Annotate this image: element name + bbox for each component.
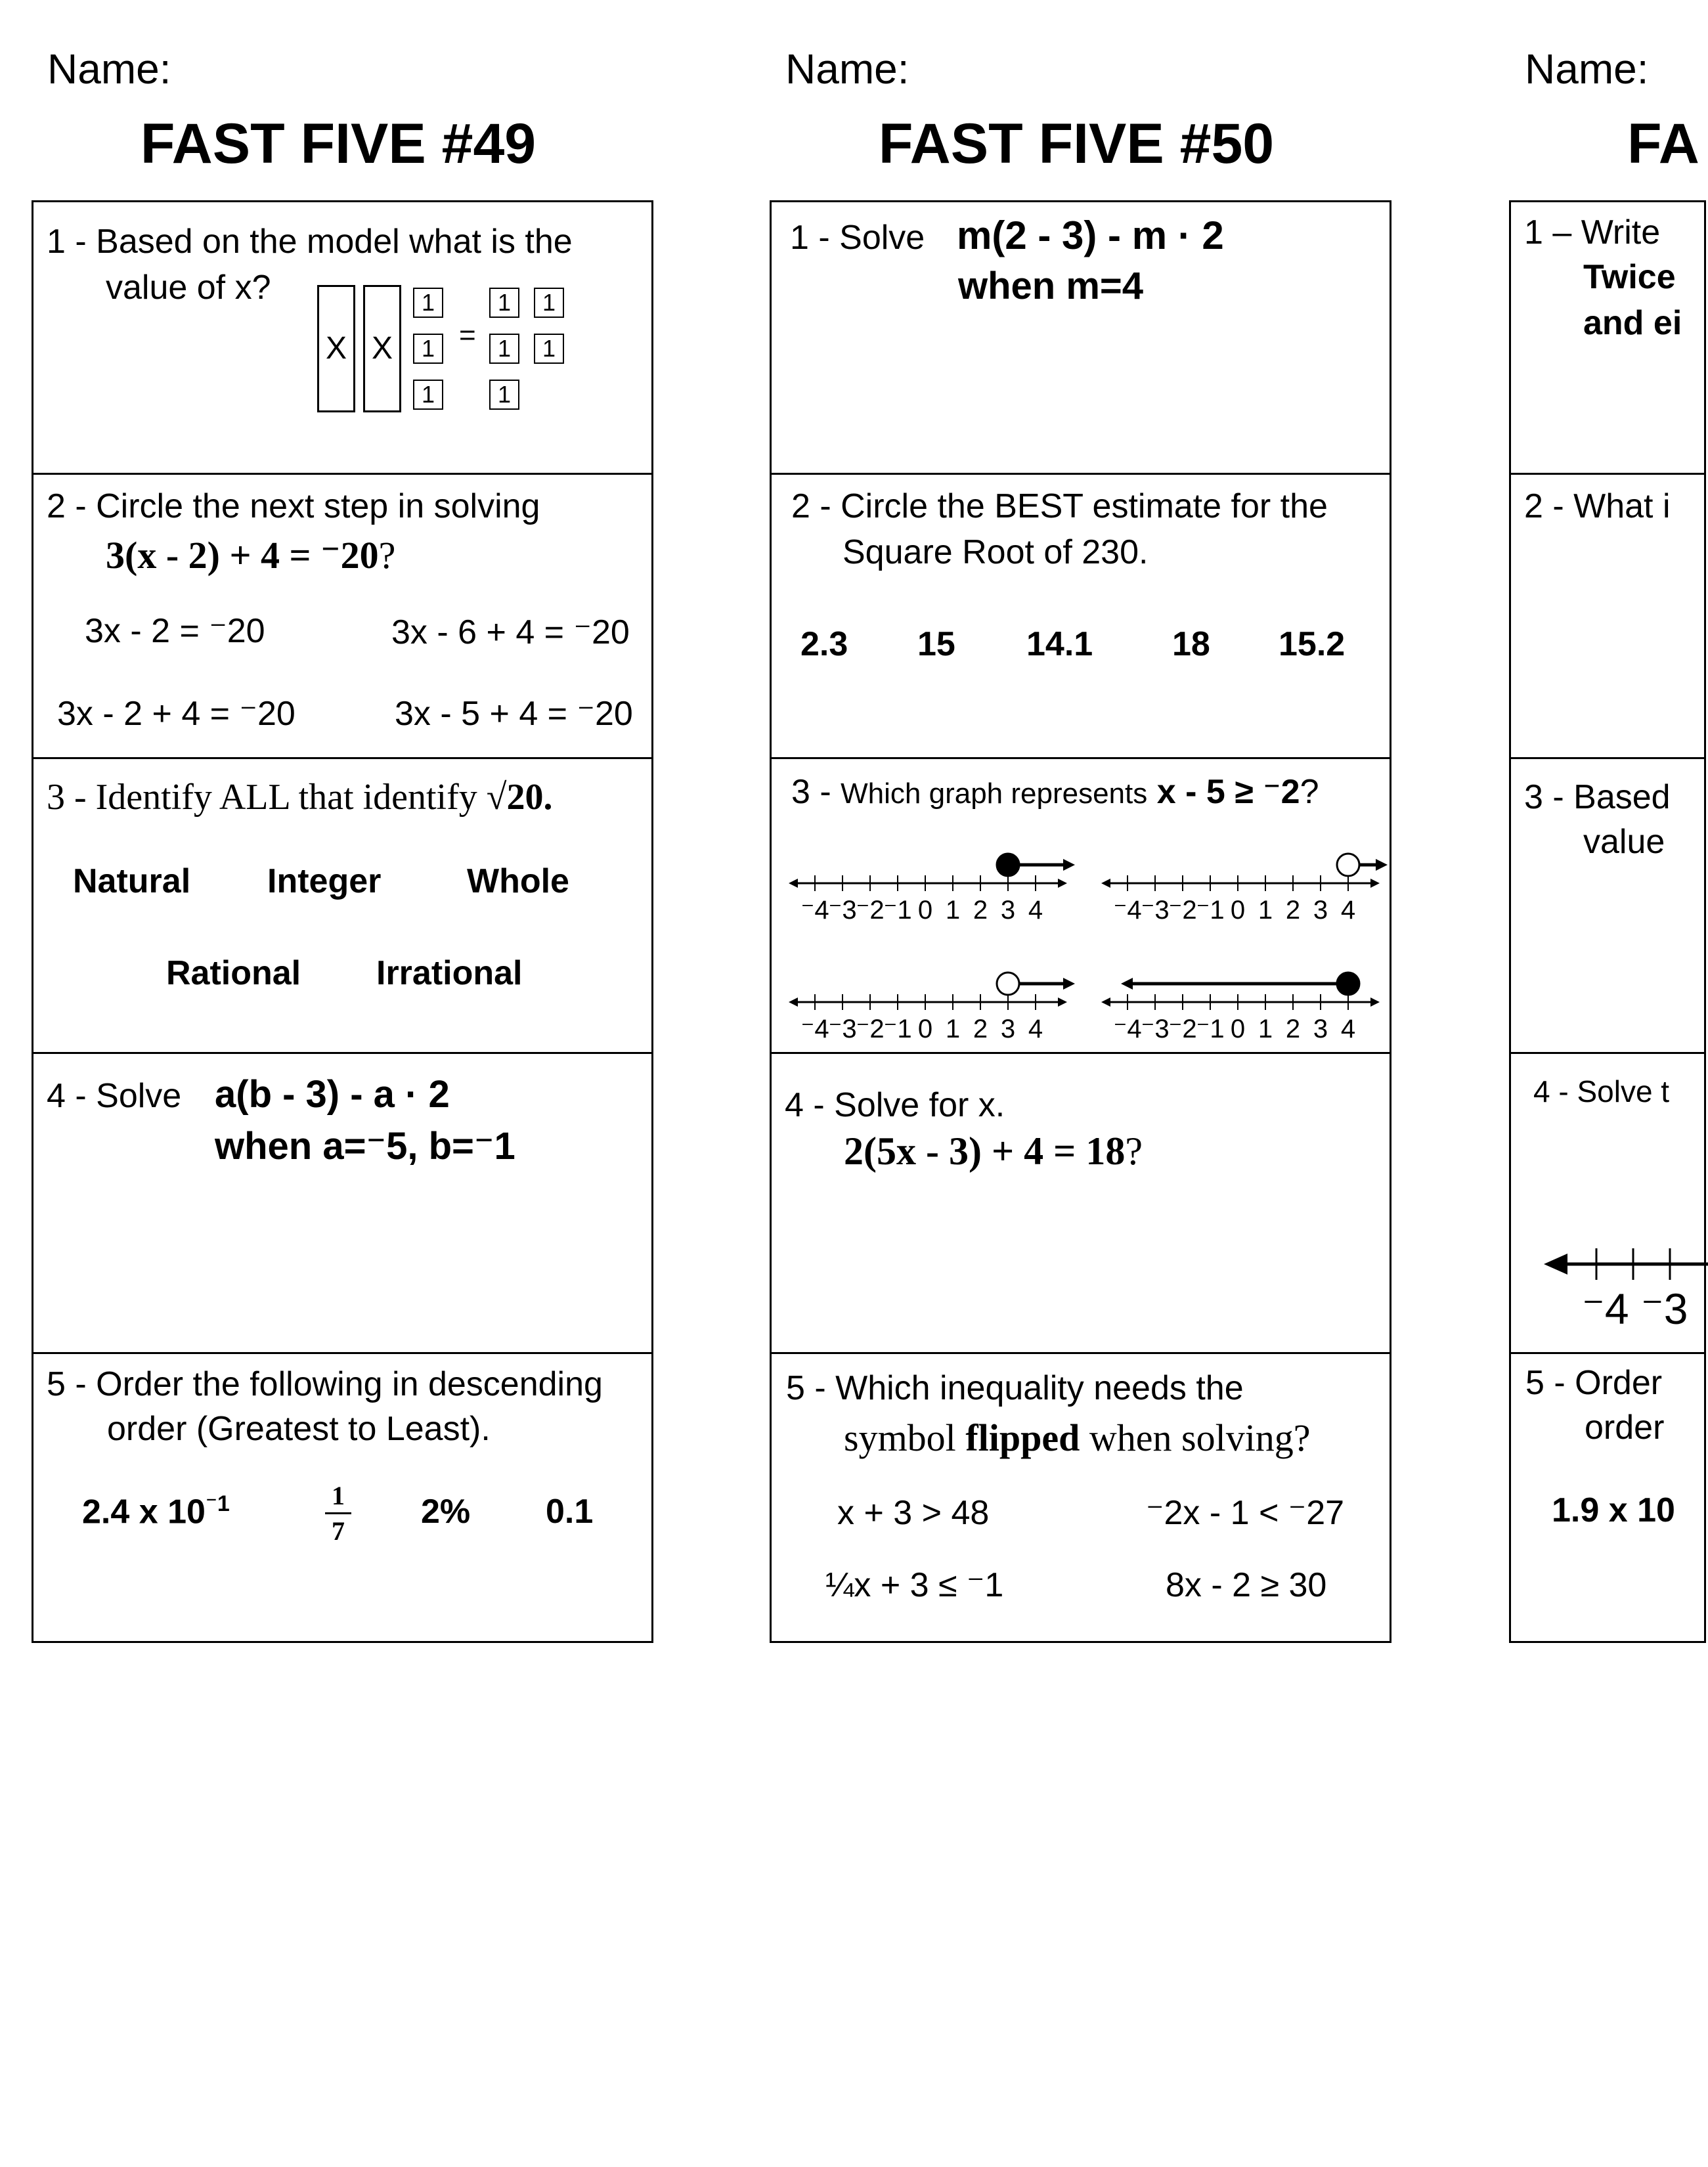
axis-arrow <box>789 879 798 888</box>
given-values: when m=4 <box>958 265 1144 307</box>
question-text: 2 - Circle the next step in solving <box>47 487 540 525</box>
page-title-49: FAST FIVE #49 <box>140 112 536 175</box>
tick-label: 2 <box>973 1015 988 1043</box>
question-text: Square Root of 230. <box>843 533 1149 571</box>
fraction: 1 7 <box>325 1480 351 1546</box>
question-text: 5 - Order the following in descending <box>47 1365 603 1403</box>
tick-label: 0 <box>917 1015 933 1043</box>
answer-choice[interactable]: 15 <box>917 625 955 663</box>
unit-tile: 1 <box>489 334 519 364</box>
axis-arrow <box>1058 997 1067 1007</box>
x-bar-tile: X <box>317 285 355 412</box>
tick-labels: ⁻4 ⁻3 <box>1582 1284 1688 1333</box>
tick-label: ⁻2 <box>1168 1015 1197 1043</box>
given-values: when a=⁻5, b=⁻1 <box>215 1125 515 1168</box>
question-box-50-3 <box>770 757 1391 1054</box>
question-text: 2 - Circle the BEST estimate for the <box>791 487 1328 525</box>
tick-label: 1 <box>945 896 961 925</box>
question-box-51-5 <box>1509 1352 1706 1643</box>
tick-label: ⁻1 <box>1196 1015 1225 1043</box>
answer-choice[interactable]: x + 3 > 48 <box>837 1494 990 1532</box>
answer-choice[interactable]: ¼x + 3 ≤ ⁻1 <box>825 1566 1004 1604</box>
tick-label: 4 <box>1340 1015 1356 1043</box>
axis-arrow <box>1101 997 1110 1007</box>
axis-arrow <box>1370 997 1380 1007</box>
question-text: Twice <box>1583 258 1676 296</box>
tick-label: 2 <box>1285 896 1301 925</box>
question-box-50-2 <box>770 473 1391 759</box>
tick-label: ⁻3 <box>828 896 857 925</box>
answer-choice[interactable]: 3x - 5 + 4 = ⁻20 <box>395 695 633 733</box>
tick-label: ⁻2 <box>1168 896 1197 925</box>
equation: 2(5x - 3) + 4 = 18? <box>844 1129 1143 1173</box>
answer-choice[interactable]: 14.1 <box>1026 625 1093 663</box>
question-text: and ei <box>1583 304 1682 342</box>
name-label-50: Name: <box>785 45 909 93</box>
graph-arrow <box>1121 978 1133 990</box>
tick-label: 3 <box>1000 1015 1016 1043</box>
page-title-50: FAST FIVE #50 <box>878 112 1275 175</box>
answer-choice[interactable]: 18 <box>1172 625 1210 663</box>
expression: m(2 - 3) - m · 2 <box>957 213 1224 257</box>
answer-choice[interactable]: 3x - 2 + 4 = ⁻20 <box>57 695 296 733</box>
tick-label: ⁻3 <box>1141 1015 1170 1043</box>
name-label-51: Name: <box>1525 45 1649 93</box>
answer-choice[interactable]: Whole <box>467 862 569 900</box>
answer-value: 1.9 x 10 <box>1552 1491 1675 1529</box>
tick-label: ⁻4 <box>1113 1015 1142 1043</box>
tick-label: 0 <box>1230 896 1246 925</box>
answer-choice[interactable]: ⁻2x - 1 < ⁻27 <box>1146 1494 1345 1532</box>
question-text: value of x? <box>106 269 271 307</box>
unit-tile: 1 <box>534 334 564 364</box>
answer-value: 0.1 <box>546 1493 594 1531</box>
tick-label: 1 <box>1258 896 1273 925</box>
tick-label: ⁻2 <box>856 896 885 925</box>
question-text: 2 - What i <box>1524 487 1671 525</box>
tick-label: 0 <box>917 896 933 925</box>
tick-label: ⁻3 <box>828 1015 857 1043</box>
open-dot <box>997 973 1019 995</box>
question-box-49-5 <box>32 1352 653 1643</box>
tick-label: ⁻1 <box>1196 896 1225 925</box>
tick-label: 0 <box>1230 1015 1246 1043</box>
axis-arrow <box>789 997 798 1007</box>
question-text: 3 - Which graph represents x - 5 ≥ ⁻2? <box>791 773 1319 811</box>
question-box-50-4 <box>770 1052 1391 1354</box>
axis-arrow <box>1058 879 1067 888</box>
question-text: 4 - Solve for x. <box>785 1086 1005 1124</box>
question-box-49-3 <box>32 757 653 1054</box>
unit-tile: 1 <box>534 288 564 318</box>
question-text: 5 - Which inequality needs the <box>786 1369 1244 1407</box>
answer-choice[interactable]: 2.3 <box>800 625 848 663</box>
tick-label: 3 <box>1313 896 1328 925</box>
expression: a(b - 3) - a · 2 <box>215 1073 450 1116</box>
closed-dot <box>1337 973 1359 995</box>
question-box-51-2 <box>1509 473 1706 759</box>
answer-choice[interactable]: 8x - 2 ≥ 30 <box>1166 1566 1327 1604</box>
tick-label: 2 <box>1285 1015 1301 1043</box>
unit-tile: 1 <box>489 380 519 410</box>
question-text: 3 - Based <box>1524 778 1671 816</box>
question-text: 4 - Solve <box>47 1077 182 1115</box>
answer-value: 2.4 x $10^{^-1}$ <box>82 1491 230 1531</box>
question-box-49-1 <box>32 200 653 475</box>
tick-label: ⁻4 <box>800 1015 829 1043</box>
tick-label: 1 <box>1258 1015 1273 1043</box>
equals-sign: = <box>459 319 476 351</box>
question-box-50-1 <box>770 200 1391 475</box>
answer-choice[interactable]: Natural <box>73 862 191 900</box>
tick-label: ⁻3 <box>1141 896 1170 925</box>
question-text: order <box>1585 1409 1665 1447</box>
question-text: 4 - Solve t <box>1533 1074 1670 1108</box>
unit-tile: 1 <box>489 288 519 318</box>
question-box-50-5 <box>770 1352 1391 1643</box>
tick-label: ⁻2 <box>856 1015 885 1043</box>
answer-choice[interactable]: 15.2 <box>1279 625 1346 663</box>
question-text: 1 - Based on the model what is the <box>47 223 573 261</box>
question-text: symbol flipped when solving? <box>844 1416 1311 1459</box>
axis-arrow <box>1370 879 1380 888</box>
graph-arrow <box>1063 978 1075 990</box>
tick-label: ⁻4 <box>1113 896 1142 925</box>
tick-label: 4 <box>1028 1015 1043 1043</box>
equation: 3(x - 2) + 4 = ⁻20? <box>106 534 396 577</box>
question-box-49-2 <box>32 473 653 759</box>
axis-arrow <box>1101 879 1110 888</box>
tick-label: 1 <box>945 1015 961 1043</box>
unit-tile: 1 <box>413 288 443 318</box>
unit-tile: 1 <box>413 380 443 410</box>
number-line-graphs <box>772 759 1390 1052</box>
answer-choice[interactable]: 3x - 2 = ⁻20 <box>85 612 265 650</box>
tick-label: 4 <box>1028 896 1043 925</box>
question-box-49-4 <box>32 1052 653 1354</box>
unit-tile: 1 <box>413 334 443 364</box>
graph-arrow <box>1063 859 1075 871</box>
question-box-51-4 <box>1509 1052 1706 1354</box>
x-bar-tile: X <box>363 285 401 412</box>
question-box-51-3 <box>1509 757 1706 1054</box>
tick-label: ⁻4 <box>800 896 829 925</box>
tick-label: 3 <box>1313 1015 1328 1043</box>
tick-label: 4 <box>1340 896 1356 925</box>
page-title-51: FA <box>1627 112 1699 175</box>
question-text: value <box>1583 823 1665 861</box>
answer-choice[interactable]: Rational <box>166 954 301 992</box>
closed-dot <box>997 854 1019 876</box>
question-text: 1 – Write <box>1524 213 1661 252</box>
question-box-51-1 <box>1509 200 1706 475</box>
name-label-49: Name: <box>47 45 171 93</box>
question-text: order (Greatest to Least). <box>107 1410 491 1448</box>
tick-label: 3 <box>1000 896 1016 925</box>
graph-arrow <box>1376 859 1388 871</box>
tick-label: 2 <box>973 896 988 925</box>
answer-choice[interactable]: 3x - 6 + 4 = ⁻20 <box>391 613 630 651</box>
answer-value: 2% <box>421 1493 471 1531</box>
answer-choice[interactable]: Integer <box>267 862 382 900</box>
tick-label: ⁻1 <box>883 1015 912 1043</box>
question-text: 1 - Solve <box>790 219 925 257</box>
question-text: 5 - Order <box>1525 1364 1663 1402</box>
open-dot <box>1337 854 1359 876</box>
answer-choice[interactable]: Irrational <box>376 954 523 992</box>
question-text: 3 - Identify ALL that identify √20. <box>47 777 553 818</box>
tick-label: ⁻1 <box>883 896 912 925</box>
